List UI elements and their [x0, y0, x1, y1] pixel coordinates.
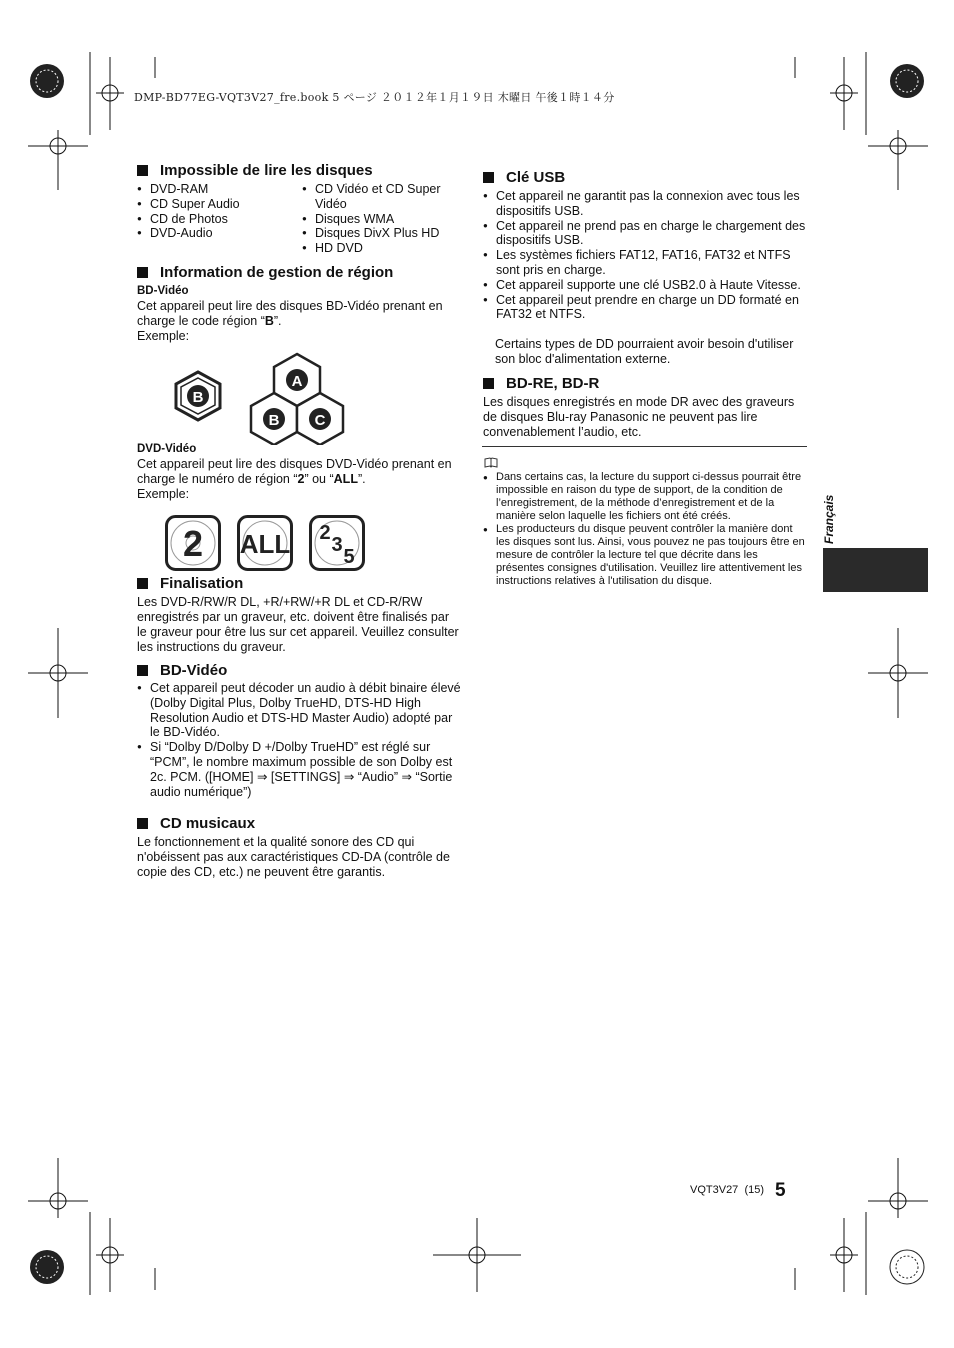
- section-title-bd-video: BD-Vidéo: [137, 662, 227, 679]
- list-item: ● Les producteurs du disque peuvent contrôler la manière dont les disques sont lus. Ainsi, vous pouvez ne pas toujours être en mesure de contrôler la lecture tel que décrite dans les présentes consignes d'utilisation. Veuillez lire attentivement les instructions relatives à l'utilisation du disque.: [483, 523, 808, 588]
- list-item: ● CD Vidéo et CD Super Vidéo: [302, 182, 460, 212]
- list-item: ● Cet appareil supporte une clé USB2.0 à Haute Vitesse.: [483, 278, 808, 293]
- svg-text:2: 2: [182, 523, 204, 564]
- list-item: ● CD Super Audio: [137, 197, 297, 212]
- list-item: ● DVD-RAM: [137, 182, 297, 197]
- section-title-finalisation: Finalisation: [137, 575, 243, 592]
- bd-re-text: Les disques enregistrés en mode DR avec des graveurs de disques Blu-ray Panasonic ne peuvent pas lire convenablement l’audio, etc.: [483, 395, 795, 439]
- list-item: ● Cet appareil ne garantit pas la connexion avec tous les dispositifs USB.: [483, 189, 808, 219]
- svg-text:ALL: ALL: [239, 529, 291, 559]
- list-item: ● CD de Photos: [137, 212, 297, 227]
- region-2-icon: [167, 517, 220, 570]
- svg-text:C: C: [314, 412, 326, 429]
- language-tab: [823, 548, 928, 592]
- region-235-icon: [311, 517, 364, 570]
- svg-text:B: B: [192, 389, 204, 406]
- square-bullet-icon: [137, 818, 148, 829]
- section-title-cle-usb: Clé USB: [483, 169, 565, 186]
- svg-text:A: A: [291, 373, 303, 390]
- finalisation-text: Les DVD-R/RW/R DL, +R/+RW/+R DL et CD-R/RW enregistrés par un graveur, etc. doivent être finalisés par le graveur pour être lus sur cet appareil. Veuillez consulter les instructions du graveur.: [137, 595, 459, 654]
- crosshair-tl: [96, 57, 124, 130]
- region-b-icon: [176, 372, 220, 420]
- list-item: ● HD DVD: [302, 241, 460, 256]
- section-title-cd-musicaux: CD musicaux: [137, 815, 255, 832]
- bd-video-list: [137, 681, 462, 799]
- list-item: ● Disques WMA: [302, 212, 460, 227]
- section-title-bd-re: BD-RE, BD-R: [483, 375, 599, 392]
- region-abc-icon: [251, 354, 343, 445]
- dvd-region-text: Cet appareil peut lire des disques DVD-Vidéo prenant en charge le numéro de région “2” ou “ALL”. Exemple:: [137, 457, 452, 501]
- list-item: ● Disques DivX Plus HD: [302, 226, 460, 241]
- divider: [482, 446, 807, 447]
- unplayable-list-1: [137, 182, 297, 241]
- square-bullet-icon: [483, 378, 494, 389]
- bd-video-subheading: BD-Vidéo: [137, 285, 189, 297]
- square-bullet-icon: [137, 165, 148, 176]
- dvd-region-icons: [165, 515, 367, 571]
- notes-list: [483, 471, 808, 588]
- list-item: ● Cet appareil ne prend pas en charge le chargement des dispositifs USB.: [483, 219, 808, 249]
- list-item: ● Dans certains cas, la lecture du support ci-dessus pourrait être impossible en raison du type de support, de la condition de l’enregistrement, de la méthode d’enregistrement et de la manière selon laquelle les fichiers ont été créés.: [483, 471, 808, 523]
- file-header: DMP-BD77EG-VQT3V27_fre.book 5 ページ ２０１２年１月１９日 木曜日 午後１時１４分: [134, 91, 615, 104]
- square-bullet-icon: [483, 172, 494, 183]
- page-number: 5: [775, 1180, 786, 1201]
- list-item: ● Les systèmes fichiers FAT12, FAT16, FAT32 et NTFS sont pris en charge.: [483, 248, 808, 278]
- usb-list: [483, 189, 808, 322]
- list-item: ● DVD-Audio: [137, 226, 297, 241]
- section-title-impossible: Impossible de lire les disques: [137, 162, 373, 179]
- square-bullet-icon: [137, 267, 148, 278]
- bd-region-icons: [170, 350, 345, 445]
- square-bullet-icon: [137, 578, 148, 589]
- list-item: ● Cet appareil peut décoder un audio à débit binaire élevé (Dolby Digital Plus, Dolby TrueHD, DTS-HD High Resolution Audio et DTS-HD Master Audio) adopté par le BD-Vidéo.: [137, 681, 462, 740]
- square-bullet-icon: [137, 665, 148, 676]
- list-item: ● Si “Dolby D/Dolby D +/Dolby TrueHD” est réglé sur “PCM”, le nombre maximum possible de son Dolby est 2c. PCM. ([HOME] ⇒ [SETTINGS] ⇒ “Audio” ⇒ “Sortie audio numérique”): [137, 740, 462, 799]
- book-icon: [484, 457, 498, 468]
- bd-region-text: Cet appareil peut lire des disques BD-Vidéo prenant en charge le code région “B”. Exemple:: [137, 299, 443, 343]
- language-label: Français: [822, 494, 836, 544]
- list-item: ● Cet appareil peut prendre en charge un DD formaté en FAT32 et NTFS.: [483, 293, 808, 323]
- unplayable-list-2: [302, 182, 460, 256]
- region-all-icon: [239, 517, 292, 570]
- usb-extra-text: Certains types de DD pourraient avoir besoin d'utiliser son bloc d'alimentation externe.: [495, 337, 794, 366]
- svg-text:B: B: [268, 412, 280, 429]
- dvd-video-subheading: DVD-Vidéo: [137, 443, 197, 455]
- section-title-region: Information de gestion de région: [137, 264, 393, 281]
- svg-text:3: 3: [331, 534, 343, 556]
- footer-code: VQT3V27 (15): [690, 1184, 764, 1196]
- svg-text:2: 2: [319, 522, 331, 544]
- cd-musicaux-text: Le fonctionnement et la qualité sonore des CD qui n'obéissent pas aux caractéristiques CD-DA (contrôle de copie des CD, etc.) ne peuvent être garantis.: [137, 835, 450, 879]
- svg-text:5: 5: [343, 546, 355, 568]
